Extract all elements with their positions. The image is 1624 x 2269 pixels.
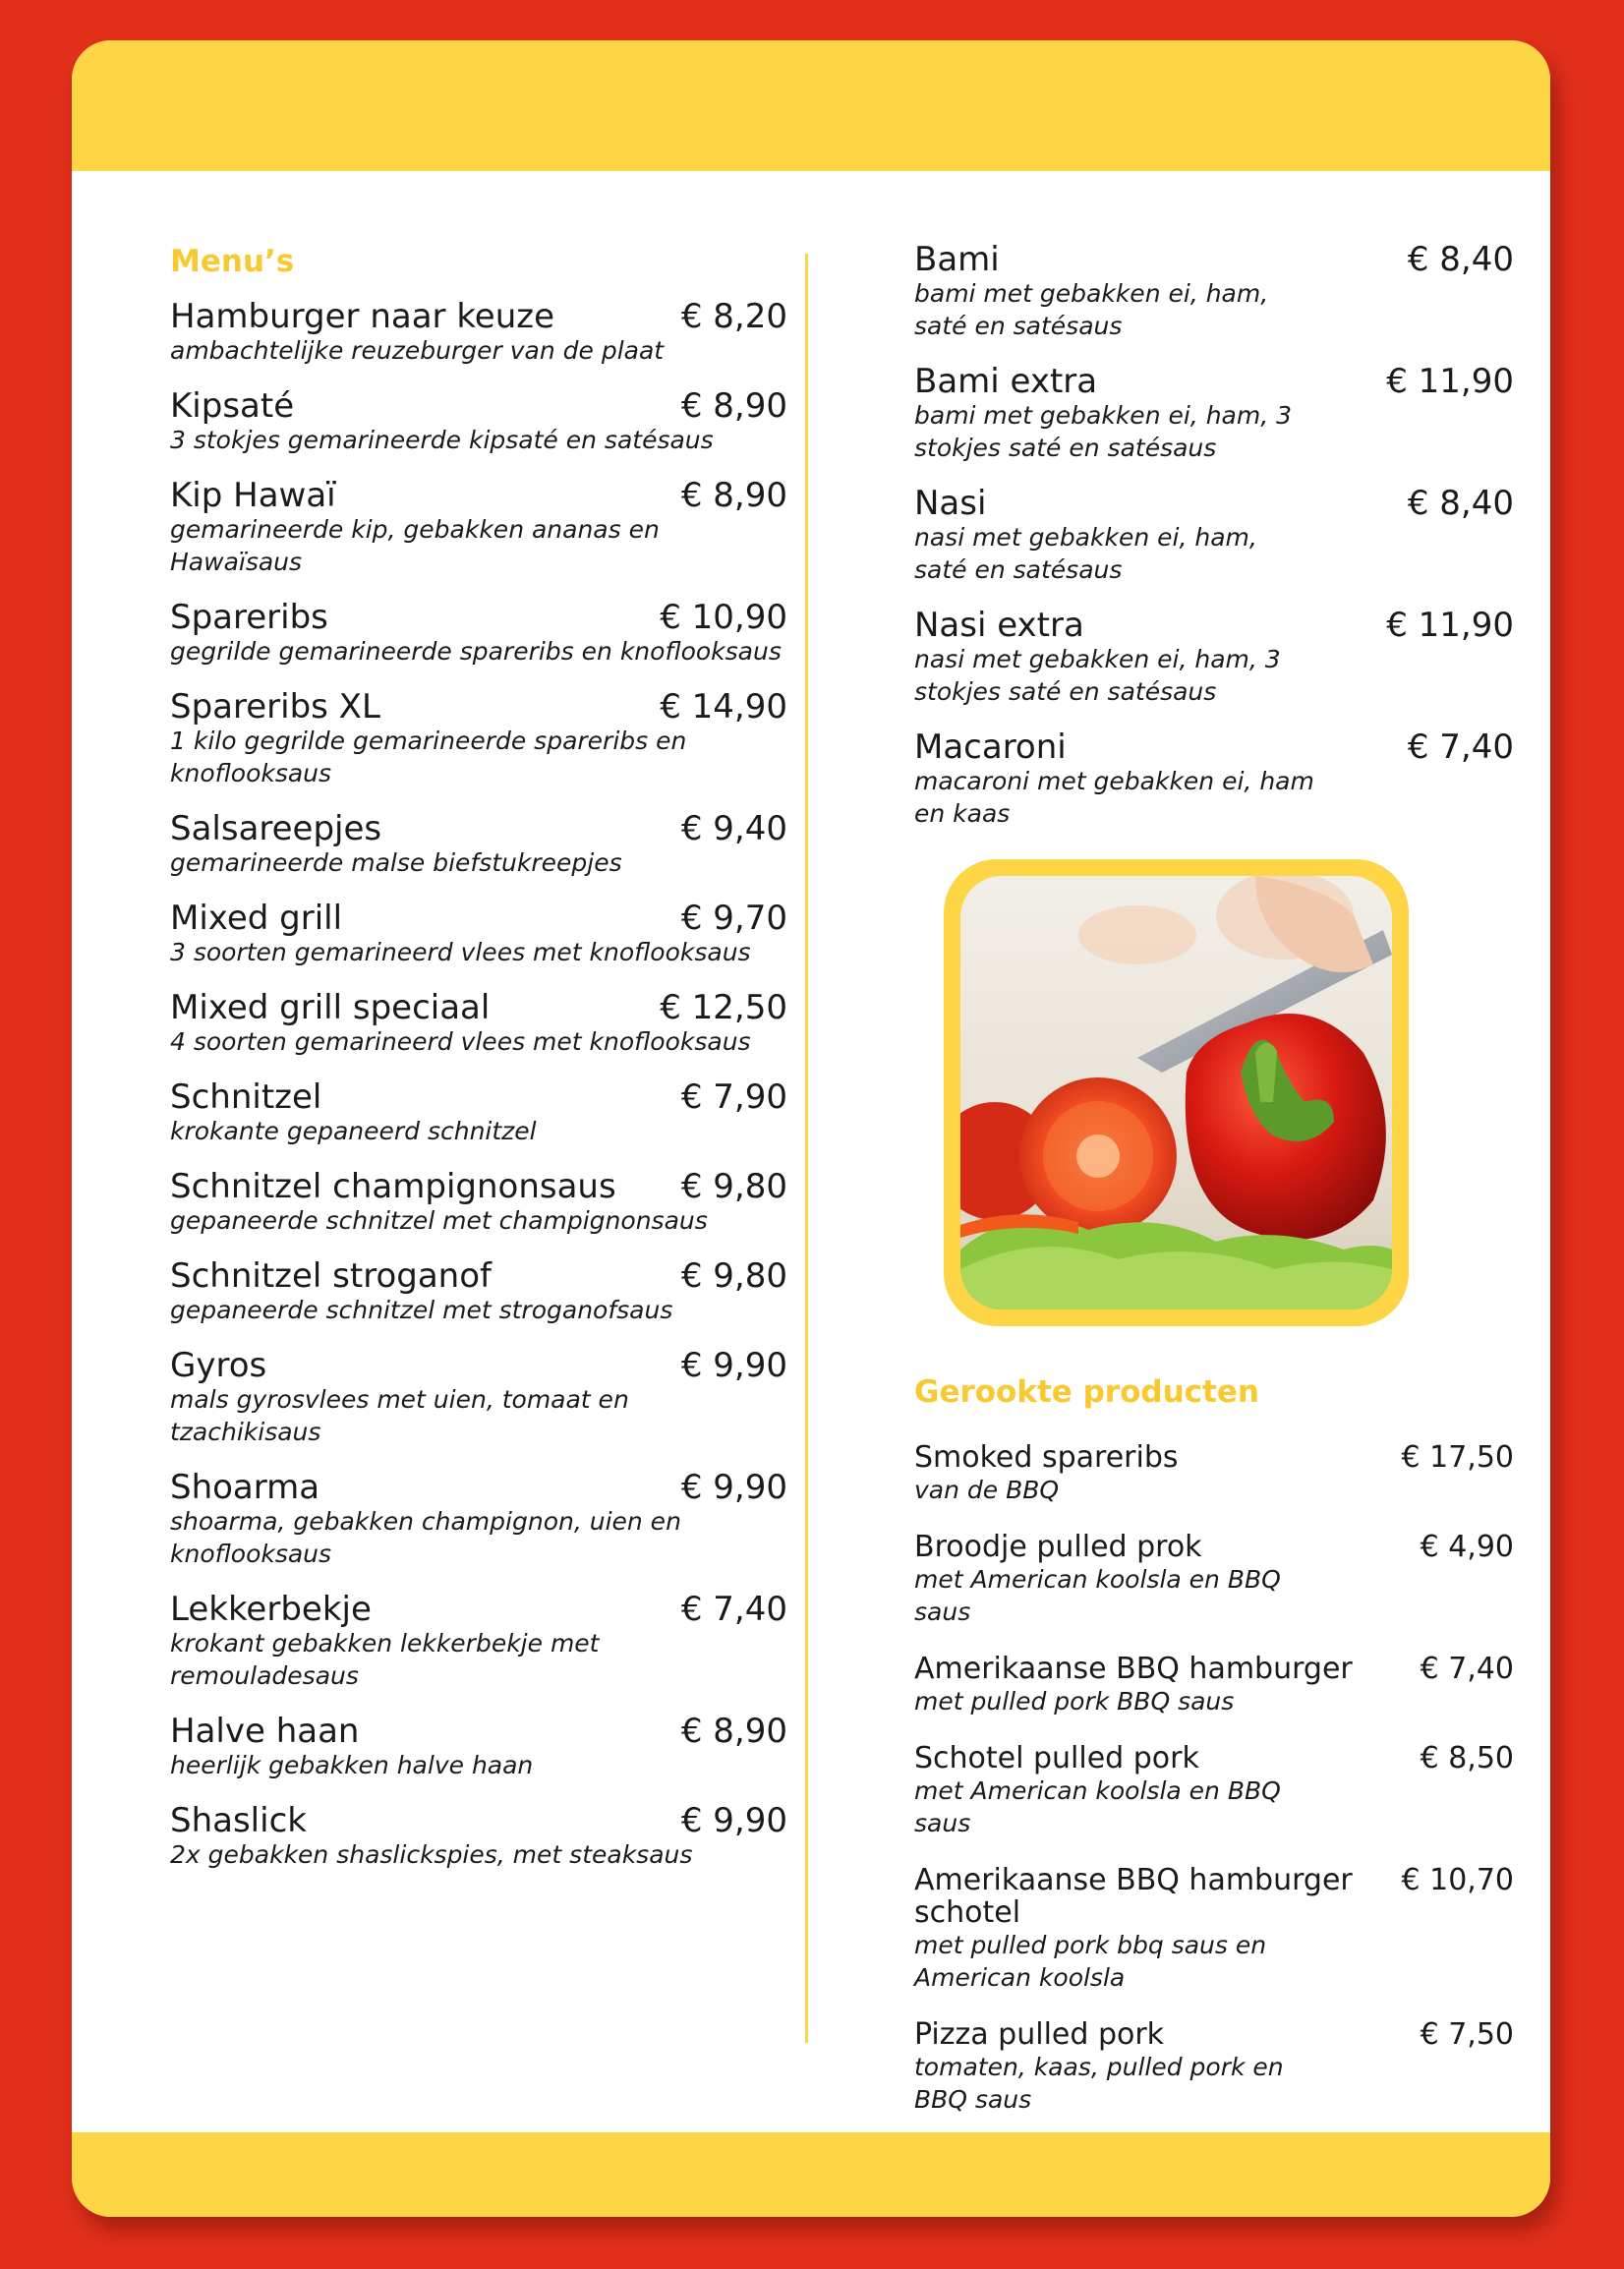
menu-item (914, 364, 1514, 464)
menu-item (914, 608, 1514, 708)
menu-item (914, 1742, 1514, 1839)
item-description: 2x gebakken shaslickspies, met steaksaus (170, 1840, 693, 1869)
menu-item (170, 990, 787, 1058)
item-description: gegrilde gemarineerde spareribs en knoflooksaus (170, 637, 782, 666)
item-name: Shoarma (170, 1468, 320, 1507)
item-name: Schnitzel (170, 1077, 322, 1117)
item-price: € 4,90 (1420, 1530, 1514, 1564)
menu-item (170, 1803, 787, 1871)
item-description: met American koolsla en BBQ saus (914, 1565, 1281, 1626)
menu-item (170, 1592, 787, 1692)
item-name: Nasi (914, 484, 987, 523)
menu-card (72, 40, 1550, 2217)
item-price: € 10,70 (1401, 1863, 1514, 1897)
menu-item (914, 486, 1514, 586)
menu-item (914, 2018, 1514, 2116)
column-divider (805, 254, 808, 2043)
item-name: Hamburger naar keuze (170, 297, 555, 336)
menu-item (170, 1470, 787, 1570)
photo-frame (944, 859, 1409, 1326)
smoked-section (914, 1372, 1514, 2140)
menu-item (170, 388, 787, 456)
smoked-list (914, 1441, 1514, 2116)
item-price: € 12,50 (660, 988, 787, 1027)
item-name: Pizza pulled pork (914, 2017, 1165, 2052)
menu-item (914, 1441, 1514, 1506)
item-name: Bami extra (914, 362, 1098, 401)
item-price: € 14,90 (660, 687, 787, 727)
item-name: Amerikaanse BBQ hamburger schotel (914, 1863, 1353, 1930)
menu-item (170, 1169, 787, 1237)
menu-item (170, 1714, 787, 1781)
item-description: met pulled pork BBQ saus (914, 1687, 1235, 1716)
item-price: € 8,20 (680, 297, 787, 336)
item-name: Halve haan (170, 1712, 360, 1751)
item-price: € 8,40 (1407, 484, 1514, 523)
item-name: Schotel pulled pork (914, 1741, 1199, 1775)
item-description: heerlijk gebakken halve haan (170, 1751, 534, 1779)
item-description: 1 kilo gegrilde gemarineerde spareribs en knoflooksaus (170, 727, 687, 787)
item-description: nasi met gebakken ei, ham, saté en satésaus (914, 523, 1257, 584)
item-price: € 8,90 (680, 476, 787, 515)
item-price: € 9,90 (680, 1801, 787, 1840)
item-price: € 7,50 (1420, 2017, 1514, 2052)
item-description: van de BBQ (914, 1476, 1060, 1504)
item-name: Bami (914, 240, 1000, 279)
item-description: gepaneerde schnitzel met stroganofsaus (170, 1296, 673, 1324)
menus-list (170, 299, 787, 1871)
item-name: Kipsaté (170, 386, 295, 426)
item-description: bami met gebakken ei, ham, 3 stokjes saté en satésaus (914, 401, 1293, 462)
menu-item (914, 1653, 1514, 1717)
bottom-band (72, 2132, 1550, 2217)
item-description: 3 stokjes gemarineerde kipsaté en satésaus (170, 426, 714, 454)
item-description: krokante gepaneerd schnitzel (170, 1117, 537, 1145)
item-name: Lekkerbekje (170, 1590, 372, 1629)
item-name: Broodje pulled prok (914, 1530, 1202, 1564)
menu-item (170, 1079, 787, 1147)
item-name: Kip Hawaï (170, 476, 336, 515)
item-price: € 9,70 (680, 899, 787, 938)
item-description: met pulled pork bbq saus en American koolsla (914, 1931, 1267, 1992)
vegetables-illustration (960, 876, 1392, 1309)
menu-item (170, 478, 787, 578)
menu-item (170, 901, 787, 968)
item-description: nasi met gebakken ei, ham, 3 stokjes saté en satésaus (914, 645, 1281, 706)
item-description: macaroni met gebakken ei, ham en kaas (914, 767, 1314, 828)
item-price: € 9,90 (680, 1346, 787, 1385)
item-price: € 9,80 (680, 1256, 787, 1296)
item-price: € 9,90 (680, 1468, 787, 1507)
menu-item (170, 299, 787, 367)
menu-item (914, 729, 1514, 830)
item-description: ambachtelijke reuzeburger van de plaat (170, 336, 665, 365)
item-name: Macaroni (914, 727, 1067, 767)
item-price: € 7,90 (680, 1077, 787, 1117)
item-name: Mixed grill speciaal (170, 988, 491, 1027)
item-description: met American koolsla en BBQ saus (914, 1776, 1281, 1837)
item-price: € 11,90 (1386, 362, 1514, 401)
menu-item (170, 1258, 787, 1326)
item-price: € 8,40 (1407, 240, 1514, 279)
item-name: Salsareepjes (170, 809, 382, 848)
menu-item (170, 1348, 787, 1448)
item-name: Spareribs (170, 598, 328, 637)
item-price: € 8,90 (680, 1712, 787, 1751)
item-name: Schnitzel stroganof (170, 1256, 492, 1296)
item-description: 3 soorten gemarineerd vlees met knoflooksaus (170, 938, 751, 966)
item-price: € 8,90 (680, 386, 787, 426)
item-price: € 8,50 (1420, 1741, 1514, 1775)
item-description: mals gyrosvlees met uien, tomaat en tzachikisaus (170, 1385, 629, 1446)
item-price: € 7,40 (680, 1590, 787, 1629)
item-description: 4 soorten gemarineerd vlees met knoflooksaus (170, 1027, 751, 1056)
menu-item (914, 1531, 1514, 1628)
menu-item (170, 689, 787, 789)
item-price: € 17,50 (1401, 1440, 1514, 1475)
rice-noodle-column (914, 242, 1514, 851)
item-price: € 11,90 (1386, 606, 1514, 645)
item-name: Spareribs XL (170, 687, 380, 727)
item-price: € 10,90 (660, 598, 787, 637)
menus-heading: Menu’s (170, 244, 295, 279)
top-band (72, 40, 1550, 171)
item-price: € 9,80 (680, 1167, 787, 1206)
smoked-heading: Gerookte producten (914, 1374, 1259, 1410)
item-price: € 9,40 (680, 809, 787, 848)
item-name: Smoked spareribs (914, 1440, 1179, 1475)
rice-noodle-list (914, 242, 1514, 830)
item-price: € 7,40 (1407, 727, 1514, 767)
item-description: gemarineerde malse biefstukreepjes (170, 848, 622, 877)
item-name: Nasi extra (914, 606, 1084, 645)
item-name: Gyros (170, 1346, 267, 1385)
vegetables-photo (960, 876, 1392, 1309)
item-description: tomaten, kaas, pulled pork en BBQ saus (914, 2053, 1284, 2114)
item-description: shoarma, gebakken champignon, uien en knoflooksaus (170, 1507, 681, 1568)
item-description: gepaneerde schnitzel met champignonsaus (170, 1206, 708, 1235)
item-price: € 7,40 (1420, 1652, 1514, 1686)
item-name: Mixed grill (170, 899, 343, 938)
item-description: krokant gebakken lekkerbekje met remouladesaus (170, 1629, 600, 1690)
menu-item (170, 811, 787, 879)
menu-item (914, 1864, 1514, 1994)
item-name: Schnitzel champignonsaus (170, 1167, 616, 1206)
item-description: bami met gebakken ei, ham, saté en satésaus (914, 279, 1269, 340)
menu-item (914, 242, 1514, 342)
item-name: Amerikaanse BBQ hamburger (914, 1652, 1353, 1686)
item-description: gemarineerde kip, gebakken ananas en Hawaïsaus (170, 515, 660, 576)
item-name: Shaslick (170, 1801, 307, 1840)
menu-item (170, 600, 787, 668)
menus-column (170, 242, 787, 1892)
